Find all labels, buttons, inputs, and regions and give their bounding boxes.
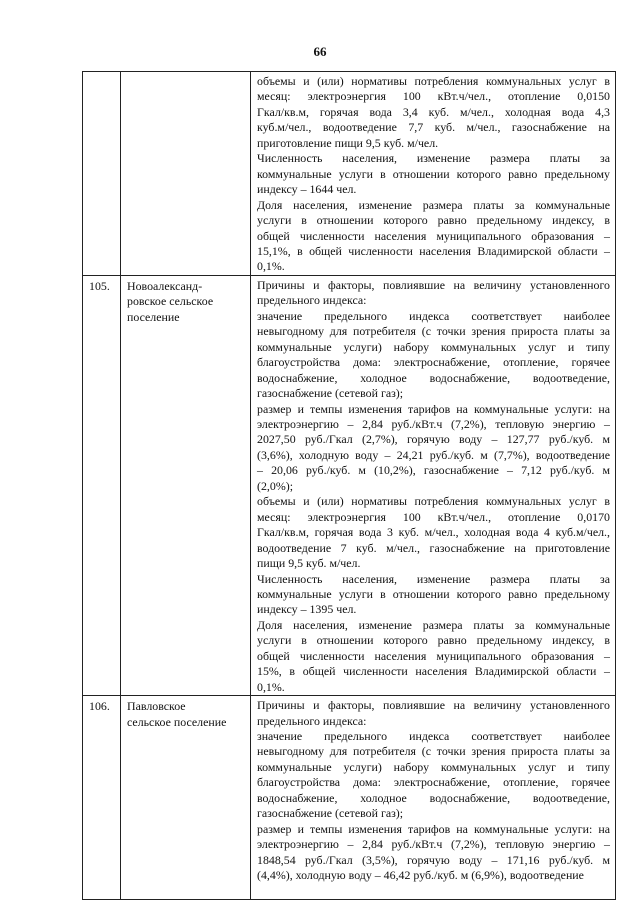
description-line: (3,6%), холодную воду – 24,21 руб./куб. м (7,7%), водоотведение — [257, 447, 610, 462]
description-line: размер и темпы изменения тарифов на коммунальные услуги: на — [257, 821, 610, 836]
description-line: Численность населения, изменение размера платы за — [257, 571, 610, 586]
description-cell — [251, 275, 616, 695]
settlement-name-cell — [121, 275, 251, 695]
row-number-cell — [83, 72, 121, 276]
description-line: месяц: электроэнергия 100 кВт.ч/чел., отопление 0,0170 — [257, 509, 610, 524]
description-line: коммунальные услуги в отношении которого равно предельному — [257, 166, 610, 181]
settlement-name-line: сельское поселение — [127, 714, 227, 729]
description-line: Доля населения, изменение размера платы за коммунальные — [257, 617, 610, 632]
description-line: пищи 9,5 куб. м/чел. — [257, 556, 361, 571]
description-cell — [251, 72, 616, 276]
description-line: куб.м/чел., водоотведение 7,7 куб. м/чел., газоснабжение на — [257, 120, 610, 135]
description-line: Доля населения, изменение размера платы за коммунальные — [257, 197, 610, 212]
description-line: общей численности населения муниципального образования – — [257, 648, 610, 663]
description-line: – 20,06 руб./куб. м (10,2%), газоснабжение – 7,12 руб./куб. м — [257, 463, 610, 478]
description-line: значение предельного индекса соответствует наиболее — [257, 729, 610, 744]
table-row-continued — [83, 72, 616, 276]
row-number-cell — [83, 696, 121, 900]
table-row-106 — [83, 696, 616, 900]
description-line: объемы и (или) нормативы потребления коммунальных услуг в — [257, 494, 610, 509]
description-line: Гкал/кв.м, горячая вода 3 куб. м/чел., холодная вода 4 куб.м/чел., — [257, 525, 610, 540]
description-line: 2027,50 руб./Гкал (2,7%), горячую воду – 127,77 руб./куб. м — [257, 432, 610, 447]
description-line: водоснабжение, холодное водоснабжение, водоотведение, — [257, 790, 610, 805]
description-line: индексу – 1644 чел. — [257, 182, 357, 197]
description-line: газоснабжение (сетевой газ); — [257, 386, 404, 401]
table-row-105 — [83, 275, 616, 695]
description-line: месяц: электроэнергия 100 кВт.ч/чел., отопление 0,0150 — [257, 89, 610, 104]
description-line: 0,1%. — [257, 679, 285, 694]
page-number: 66 — [313, 44, 327, 59]
description-line: услуги в отношении которого равно предельному индексу, в — [257, 213, 610, 228]
description-line: индексу – 1395 чел. — [257, 602, 357, 617]
settlement-name-line: Новоалександ- — [127, 278, 203, 293]
settlement-name-line: Павловское — [127, 699, 186, 714]
description-line: коммунальные услуги) набору коммунальных услуг и типу — [257, 759, 610, 774]
description-line: значение предельного индекса соответствует наиболее — [257, 308, 610, 323]
description-line: услуги в отношении которого равно предельному индексу, в — [257, 633, 610, 648]
description-line: коммунальные услуги) набору коммунальных услуг и типу — [257, 339, 610, 354]
settlement-name-line: ровское сельское — [127, 294, 214, 309]
description-line: 0,1%. — [257, 259, 285, 274]
settlement-name-line: поселение — [127, 309, 180, 324]
description-line: Причины и факторы, повлиявшие на величину установленного — [257, 698, 610, 713]
description-line: благоустройства дома: электроснабжение, отопление, горячее — [257, 775, 610, 790]
description-line: предельного индекса: — [257, 713, 367, 728]
description-line: водоснабжение, холодное водоснабжение, водоотведение, — [257, 370, 610, 385]
description-cell — [251, 696, 616, 900]
row-number: 106. — [89, 699, 110, 714]
settlement-name-cell — [121, 72, 251, 276]
description-line: объемы и (или) нормативы потребления коммунальных услуг в — [257, 74, 610, 88]
description-line: Причины и факторы, повлиявшие на величину установленного — [257, 277, 610, 292]
row-number-cell — [83, 275, 121, 695]
description-line: невыгодному для потребителя (с точки зрения прироста платы за — [257, 744, 610, 759]
description-line: газоснабжение (сетевой газ); — [257, 806, 404, 821]
description-line: размер и темпы изменения тарифов на коммунальные услуги: на — [257, 401, 610, 416]
description-line: 15%, в общей численности населения Владимирской области – — [257, 664, 610, 679]
tariff-table — [82, 71, 616, 900]
description-line: водоотведение 7 куб. м/чел., газоснабжение на приготовление — [257, 540, 610, 555]
description-line: коммунальные услуги в отношении которого равно предельному — [257, 586, 610, 601]
description-line: (4,4%), холодную воду – 46,42 руб./куб. м (6,9%), водоотведение — [257, 868, 584, 883]
description-line: 1848,54 руб./Гкал (3,5%), горячую воду – 171,16 руб./куб. м — [257, 852, 610, 867]
description-line: общей численности населения муниципального образования – — [257, 228, 610, 243]
description-line: Численность населения, изменение размера платы за — [257, 151, 610, 166]
settlement-name-cell — [121, 696, 251, 900]
description-line: предельного индекса: — [257, 293, 367, 308]
description-line: электроэнергию – 2,84 руб./кВт.ч (7,2%), тепловую энергию – — [257, 416, 610, 431]
description-line: Гкал/кв.м, горячая вода 3,4 куб. м/чел., холодная вода 4,3 — [257, 104, 610, 119]
description-line: невыгодному для потребителя (с точки зрения прироста платы за — [257, 324, 610, 339]
description-line: 15,1%, в общей численности населения Владимирской области – — [257, 243, 610, 258]
description-line: приготовление пищи 9,5 куб. м/чел. — [257, 135, 439, 150]
description-line: (2,0%); — [257, 478, 293, 493]
description-line: электроэнергию – 2,84 руб./кВт.ч (7,2%), тепловую энергию – — [257, 837, 610, 852]
row-number: 105. — [89, 278, 110, 293]
description-line: благоустройства дома: электроснабжение, отопление, горячее — [257, 355, 610, 370]
